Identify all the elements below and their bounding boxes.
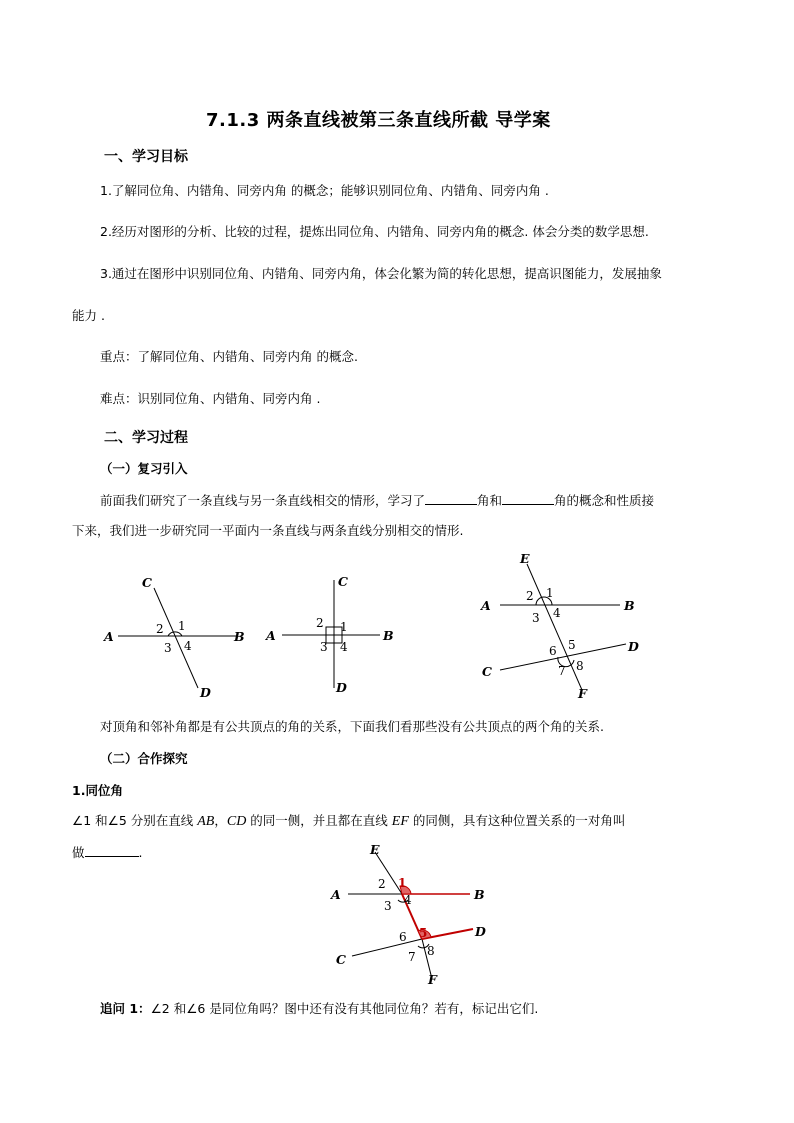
angle-4: 4 <box>340 640 348 654</box>
label-e: E <box>370 842 380 857</box>
angle-1: 1 <box>398 876 407 890</box>
section2-heading: 二、学习过程 <box>104 430 188 446</box>
goal-3-line2: 能力 . <box>72 308 105 323</box>
line-ef <box>527 564 582 690</box>
definition-text-c: 的同侧，具有这种位置关系的一对角叫 <box>408 813 626 828</box>
figure-perpendicular-lines <box>262 570 402 702</box>
angle-5: 5 <box>419 926 428 940</box>
definition-sep: ， <box>214 813 227 828</box>
label-b: B <box>234 629 245 644</box>
angle-3: 3 <box>164 641 172 655</box>
label-e: E <box>520 551 530 566</box>
angle-2: 2 <box>156 622 164 636</box>
angle-2: 2 <box>526 589 534 603</box>
label-d: D <box>628 639 639 654</box>
label-d: D <box>336 680 347 695</box>
answer-blank-1[interactable] <box>425 491 477 505</box>
angle-7: 7 <box>408 950 416 964</box>
label-b: B <box>383 628 394 643</box>
angle-7: 7 <box>558 664 566 678</box>
line-cd <box>154 588 198 688</box>
intro-text-a: 前面我们研究了一条直线与另一条直线相交的情形，学习了 <box>100 493 426 508</box>
question-text: ∠2 和∠6 是同位角吗？图中还有没有其他同位角？若有，标记出它们. <box>150 1001 539 1016</box>
goal-1: 1.了解同位角、内错角、同旁内角 的概念；能够识别同位角、内错角、同旁内角 . <box>100 183 549 198</box>
angle-3: 3 <box>384 899 392 913</box>
goal-3-line1: 3.通过在图形中识别同位角、内错角、同旁内角，体会化繁为简的转化思想，提高识图能力，发展抽象 <box>100 266 662 281</box>
figure-corresponding-angles <box>328 840 498 990</box>
difficulty: 难点：识别同位角、内错角、同旁内角 . <box>100 391 321 406</box>
angle-5: 5 <box>568 638 576 652</box>
label-b: B <box>624 598 635 613</box>
intro-text-c: 角的概念和性质接 <box>554 493 655 508</box>
angle-4: 4 <box>404 893 412 907</box>
angle-2: 2 <box>378 877 386 891</box>
label-c: C <box>482 664 492 679</box>
line-name-ab: AB <box>197 814 215 829</box>
goal-2: 2.经历对图形的分析、比较的过程，提炼出同位角、内错角、同旁内角的概念. 体会分类的数学思想. <box>100 224 649 239</box>
label-a: A <box>266 628 276 643</box>
angle-8: 8 <box>576 659 584 673</box>
definition-text-d: 做 <box>72 845 85 860</box>
label-d: D <box>475 924 486 939</box>
definition-end: . <box>138 845 143 860</box>
section1-heading: 一、学习目标 <box>104 149 188 165</box>
question-label: 追问 1： <box>100 1001 151 1016</box>
angle-4: 4 <box>553 606 561 620</box>
definition-line1 <box>72 811 625 830</box>
angle-2: 2 <box>316 616 324 630</box>
answer-blank-2[interactable] <box>502 491 554 505</box>
figures-explanation: 对顶角和邻补角都是有公共顶点的角的关系，下面我们看那些没有公共顶点的两个角的关系. <box>100 719 604 734</box>
subsection-explore: （二）合作探究 <box>100 751 188 766</box>
angle-3: 3 <box>320 640 328 654</box>
label-f: F <box>428 972 437 987</box>
subsection-review: （一）复习引入 <box>100 461 188 476</box>
label-c: C <box>142 575 152 590</box>
item-corresponding-angles: 1.同位角 <box>72 783 123 798</box>
angle-1: 1 <box>546 586 554 600</box>
figure-transversal <box>478 548 648 704</box>
label-d: D <box>200 685 211 700</box>
definition-line2 <box>72 843 143 861</box>
page-title: 7.1.3 两条直线被第三条直线所截 导学案 <box>206 110 551 131</box>
label-b: B <box>474 887 485 902</box>
angle-4: 4 <box>184 639 192 653</box>
label-c: C <box>338 574 348 589</box>
angle-1: 1 <box>340 620 348 634</box>
figure-intersecting-lines <box>98 570 248 702</box>
answer-blank-3[interactable] <box>85 843 139 857</box>
angle-8: 8 <box>427 944 435 958</box>
label-f: F <box>578 686 587 701</box>
label-a: A <box>104 629 114 644</box>
angle-6: 6 <box>399 930 407 944</box>
follow-up-question <box>100 999 538 1017</box>
line-name-ef: EF <box>391 814 409 829</box>
definition-text-b: 的同一侧，并且都在直线 <box>246 813 392 828</box>
label-c: C <box>336 952 346 967</box>
angle-3: 3 <box>532 611 540 625</box>
angle-1: 1 <box>178 619 186 633</box>
intro-line2: 下来，我们进一步研究同一平面内一条直线与两条直线分别相交的情形. <box>72 523 464 538</box>
intro-line1 <box>100 491 654 509</box>
intro-text-b: 角和 <box>477 493 503 508</box>
line-name-cd: CD <box>226 814 247 829</box>
key-point: 重点：了解同位角、内错角、同旁内角 的概念. <box>100 349 358 364</box>
label-a: A <box>481 598 491 613</box>
angle-6: 6 <box>549 644 557 658</box>
definition-text-a: ∠1 和∠5 分别在直线 <box>72 813 198 828</box>
label-a: A <box>331 887 341 902</box>
